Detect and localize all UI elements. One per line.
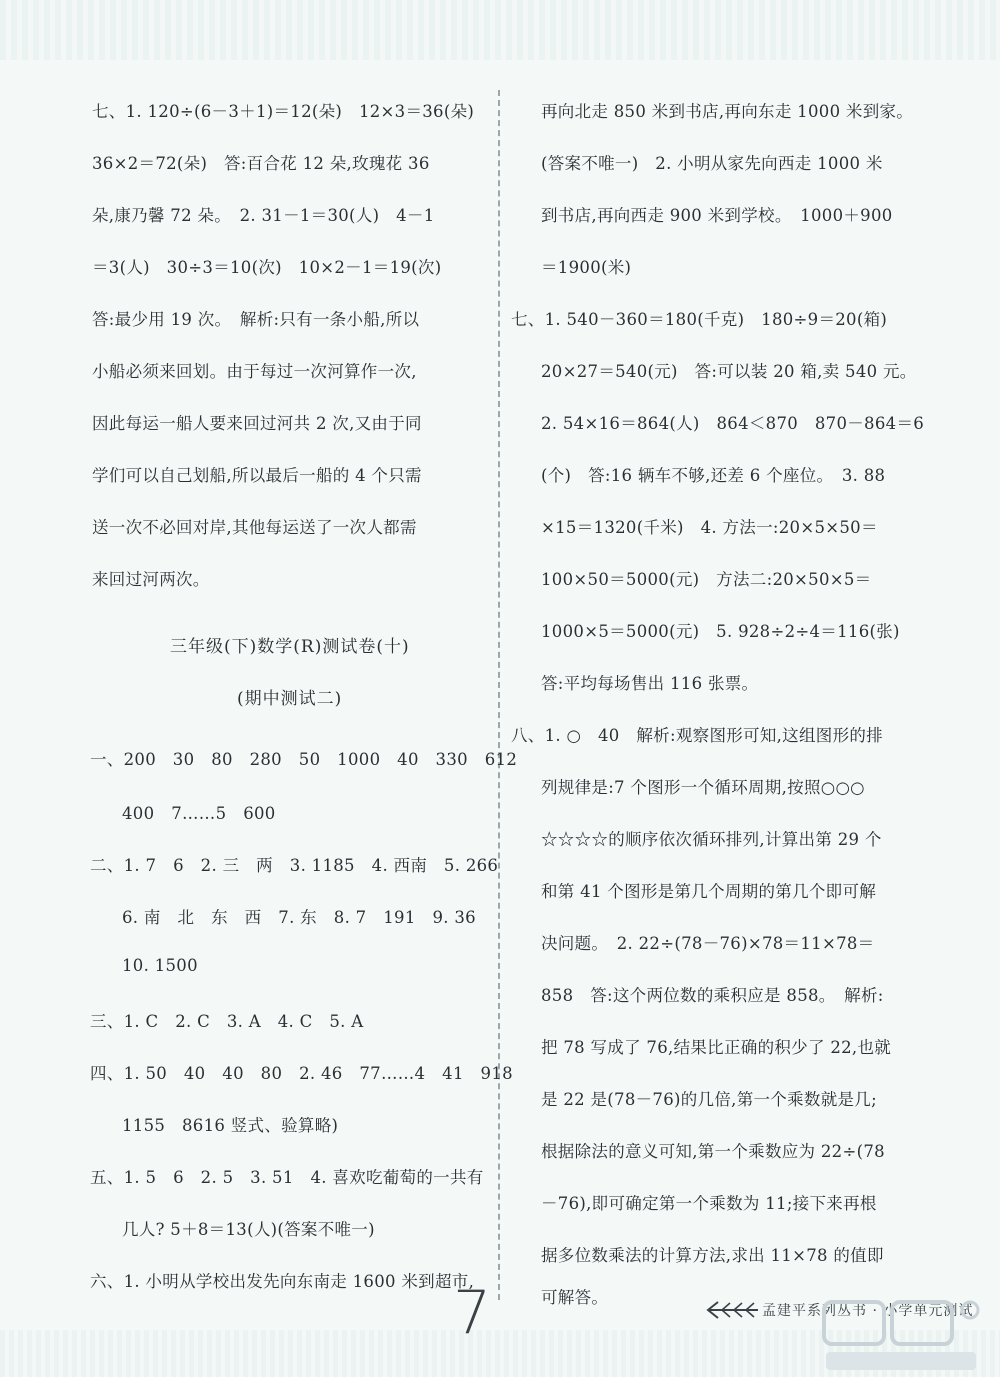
answer-line: 二、1. 7 6 2. 三 两 3. 1185 4. 西南 5. 266 <box>90 856 499 875</box>
answer-line: ＝1900(米) <box>541 258 632 277</box>
answer-line: 400 7……5 600 <box>122 804 276 823</box>
answer-line: 1000×5＝5000(元) 5. 928÷2÷4＝116(张) <box>541 622 900 641</box>
arrow-icon <box>706 1298 760 1322</box>
answer-line: 答:最少用 19 次。 解析:只有一条小船,所以 <box>92 310 420 329</box>
answer-line: ×15＝1320(千米) 4. 方法一:20×5×50＝ <box>541 518 878 537</box>
answer-line: 因此每运一船人要来回过河共 2 次,又由于同 <box>92 414 422 433</box>
answer-line: 可解答。 <box>541 1288 609 1307</box>
answer-line: ＝3(人) 30÷3＝10(次) 10×2－1＝19(次) <box>92 258 442 277</box>
answer-line: 再向北走 850 米到书店,再向东走 1000 米到家。 <box>541 102 914 121</box>
answer-line: (答案不唯一) 2. 小明从家先向西走 1000 米 <box>541 154 883 173</box>
answer-line: 2. 54×16＝864(人) 864＜870 870－864＝6 <box>541 414 925 433</box>
answer-line: 到书店,再向西走 900 米到学校。 1000＋900 <box>541 206 893 225</box>
answer-line: 20×27＝540(元) 答:可以装 20 箱,卖 540 元。 <box>541 362 917 381</box>
answer-line: 列规律是:7 个图形一个循环周期,按照○○○ <box>541 778 865 797</box>
answer-line: 朵,康乃馨 72 朵。 2. 31－1＝30(人) 4－1 <box>92 206 435 225</box>
scan-edge-top <box>0 0 1000 60</box>
answer-line: 据多位数乘法的计算方法,求出 11×78 的值即 <box>541 1246 884 1265</box>
answer-line: －76),即可确定第一个乘数为 11;接下来再根 <box>541 1194 877 1213</box>
answer-line: 学们可以自己划船,所以最后一船的 4 个只需 <box>92 466 422 485</box>
answer-line: 六、1. 小明从学校出发先向东南走 1600 米到超市, <box>90 1272 475 1291</box>
answer-line: 七、1. 120÷(6－3＋1)＝12(朵) 12×3＝36(朵) <box>92 102 475 121</box>
answer-line: 把 78 写成了 76,结果比正确的积少了 22,也就 <box>541 1038 892 1057</box>
answer-line: 四、1. 50 40 40 80 2. 46 77……4 41 918 <box>90 1064 513 1083</box>
column-divider <box>498 90 500 1300</box>
answer-line: 858 答:这个两位数的乘积应是 858。 解析: <box>541 986 884 1005</box>
answer-line: 10. 1500 <box>122 956 198 975</box>
answer-line: 答:平均每场售出 116 张票。 <box>541 674 759 693</box>
answer-line: 和第 41 个图形是第几个周期的第几个即可解 <box>541 882 877 901</box>
answer-line: (个) 答:16 辆车不够,还差 6 个座位。 3. 88 <box>541 466 886 485</box>
page-number: 7 <box>453 1278 492 1348</box>
series-brand: 孟建平系列丛书 · 小学单元测试 <box>762 1303 974 1319</box>
answer-line: 一、200 30 80 280 50 1000 40 330 612 <box>90 750 518 769</box>
watermark-logo-icon <box>820 1296 990 1374</box>
answer-line: ☆☆☆☆的顺序依次循环排列,计算出第 29 个 <box>541 830 882 849</box>
answer-line: 五、1. 5 6 2. 5 3. 51 4. 喜欢吃葡萄的一共有 <box>90 1168 484 1187</box>
test-subtitle: (期中测试二) <box>237 689 343 709</box>
answer-line: 三、1. C 2. C 3. A 4. C 5. A <box>90 1012 364 1031</box>
answer-line: 6. 南 北 东 西 7. 东 8. 7 191 9. 36 <box>122 908 476 927</box>
answer-line: 是 22 是(78－76)的几倍,第一个乘数就是几; <box>541 1090 877 1109</box>
answer-line: 100×50＝5000(元) 方法二:20×50×5＝ <box>541 570 872 589</box>
answer-line: 送一次不必回对岸,其他每运送了一次人都需 <box>92 518 417 537</box>
answer-line: 几人? 5＋8＝13(人)(答案不唯一) <box>122 1220 375 1239</box>
answer-line: 决问题。 2. 22÷(78－76)×78＝11×78＝ <box>541 934 875 953</box>
test-title: 三年级(下)数学(R)测试卷(十) <box>170 637 410 657</box>
answer-line: 八、1. ○ 40 解析:观察图形可知,这组图形的排 <box>511 726 883 745</box>
answer-line: 36×2＝72(朵) 答:百合花 12 朵,玫瑰花 36 <box>92 154 430 173</box>
answer-line: 七、1. 540－360＝180(千克) 180÷9＝20(箱) <box>511 310 888 329</box>
answer-line: 根据除法的意义可知,第一个乘数应为 22÷(78 <box>541 1142 885 1161</box>
answer-line: 小船必须来回划。由于每过一次河算作一次, <box>92 362 417 381</box>
answer-line: 来回过河两次。 <box>92 570 210 589</box>
answer-line: 1155 8616 竖式、验算略) <box>122 1116 339 1135</box>
